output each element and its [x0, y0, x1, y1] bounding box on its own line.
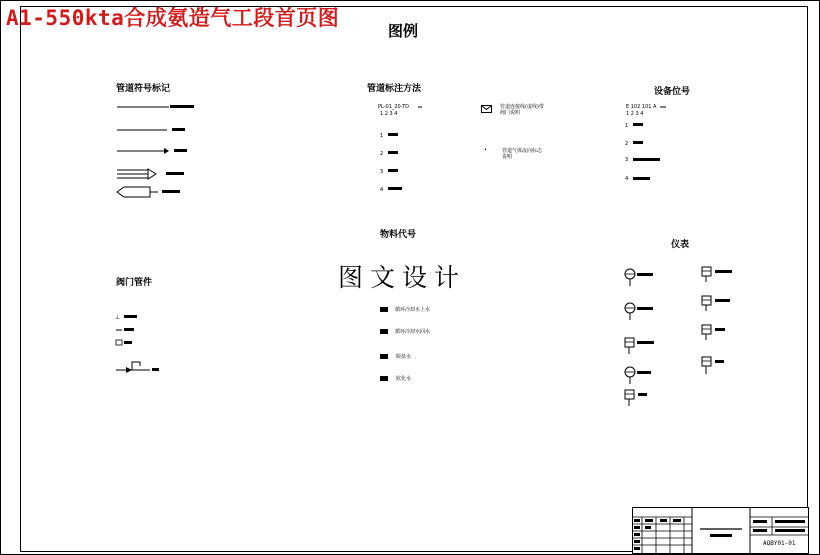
equipment-code-bars: [630, 105, 670, 185]
bullet-dot-icon: •: [484, 147, 487, 153]
pipe-marking-row-1: 1: [380, 133, 384, 139]
pipe-symbol-lines: [112, 98, 202, 202]
pipe-marking-row-2: 2: [380, 151, 384, 157]
equipment-row-4: 4: [625, 176, 629, 182]
equipment-row-2: 2: [625, 141, 629, 147]
pipe-symbols-title: 管道符号标记: [116, 84, 171, 94]
material-item-1-label: 循环冷却水上水: [395, 307, 431, 313]
pipe-marking-row-3: 3: [380, 169, 384, 175]
page-title: A1-550kta合成氨造气工段首页图: [6, 6, 340, 30]
drawing-number: AQBY01-01: [763, 540, 796, 547]
watermark-text: 图文设计: [338, 263, 467, 292]
valves-title: 阀门管件: [116, 278, 153, 288]
pipe-marking-note-2: 管道气体流向标志 说明: [502, 148, 543, 160]
equipment-code-title: 设备位号: [654, 87, 691, 97]
pipe-marking-note-1: 管道连接线(虚线)带 阀门说明: [500, 104, 544, 116]
pipe-marking-bars: [385, 105, 445, 195]
legend-title: 图例: [388, 22, 419, 40]
material-code-title: 物料代号: [380, 230, 417, 240]
pipe-marking-title: 管道标注方法: [367, 84, 422, 94]
pipe-marking-code: PL-01_20-TD: [378, 104, 409, 110]
material-item-4-label: 软化水: [396, 376, 412, 382]
valve-symbols: [114, 310, 174, 380]
envelope-icon: [481, 105, 493, 114]
instruments-title: 仪表: [671, 240, 690, 250]
svg-text:⊥: ⊥: [115, 314, 121, 321]
instrument-symbols: [622, 264, 742, 409]
material-code-markers: [380, 305, 392, 385]
material-item-2-label: 循环冷却水回水: [395, 329, 431, 335]
equipment-row-3: 3: [625, 157, 629, 163]
equipment-code-digits: 1 2 3 4: [626, 111, 644, 117]
pipe-marking-row-4: 4: [380, 187, 384, 193]
equipment-code: E 102 101 A: [626, 104, 657, 110]
material-item-3-label: 脱盐水: [396, 354, 412, 360]
equipment-row-1: 1: [625, 123, 629, 129]
pipe-marking-code-digits: 1 2 3 4: [380, 111, 398, 117]
